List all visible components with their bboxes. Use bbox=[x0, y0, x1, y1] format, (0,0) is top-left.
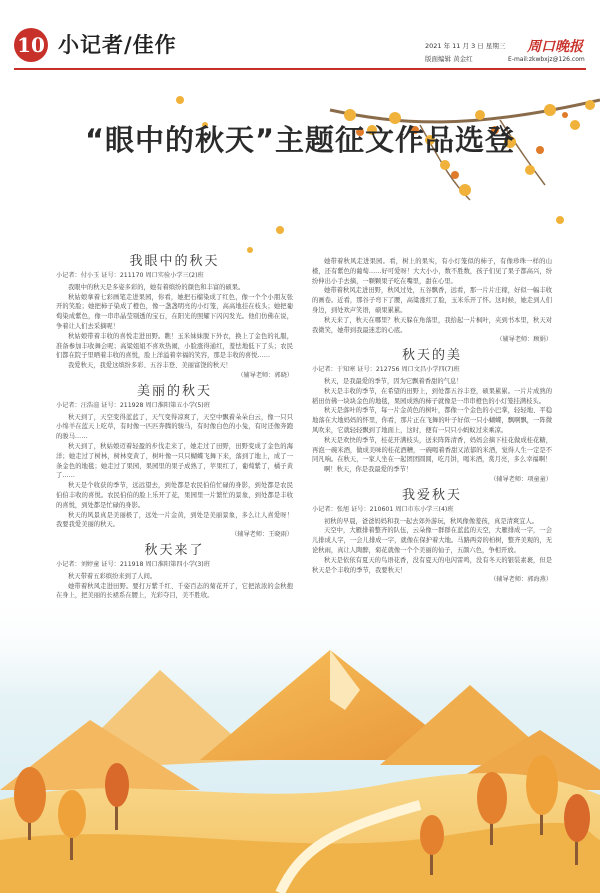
article-title: 秋天来了 bbox=[144, 542, 205, 558]
article-paragraph: 我眼中的秋天是多姿多彩的，她有着缤纷的颜色和丰富的硕果。 bbox=[68, 283, 245, 291]
page-header bbox=[0, 0, 600, 75]
right-column bbox=[312, 257, 552, 585]
main-headline: “眼中的秋天”主题征文作品选登 bbox=[84, 123, 516, 157]
article-paragraph: 秋天，是我最爱的季节，因为它飘着香甜的气息！ bbox=[324, 377, 463, 385]
article-teacher: （辅导老师：郭晓） bbox=[237, 371, 293, 379]
article-paragraph: 天空中，大雁排着整齐的队伍，云朵像一群群在蓝蓝的天空，大雁排成一字，一会儿排成人字，一会儿排成一字，就像在保护着大地。马路两旁的柏树，整齐美观的，无论秋雨，真让人陶醉，菊花就像一个个美丽的仙子，五颜六色，争相开放。 bbox=[312, 527, 552, 554]
article-author: 小记者：付小玉 证号：211170 周口实验小学三(2)班 bbox=[56, 271, 204, 279]
left-column bbox=[56, 254, 293, 601]
article-paragraph: 秋天是落叶的季节，每一片金黄色的树叶，都像一个金色的小巴掌，轻轻地、平稳地落在大地妈妈的怀里，你看，那片正在飞舞的叶子好似一只小蝴蝶，飘啊飘，一阵微风吹来，它就轻轻飘到了地面上，这时，便有一只只小蚂蚁过来乘凉。 bbox=[312, 407, 552, 434]
article-author: 小记者：刘婷童 证号：211918 周口淮阳第四小学(3)班 bbox=[56, 560, 210, 568]
article-title: 我爱秋天 bbox=[401, 487, 462, 503]
article-paragraph: 秋天是丰收的季节，在希望的田野上，到处都五谷丰登，硕果累累。一片片成熟的稻田仿佛一块块金色的地毯，果园成熟的柿子就像是一串串橙色的小灯笼挂满枝头。 bbox=[312, 387, 552, 405]
article-paragraph: 秋天带着五彩缤纷来到了人间。 bbox=[68, 572, 157, 580]
autumn-branch-illustration bbox=[0, 70, 600, 270]
article-paragraph: 秋天的风景真是美丽极了，远处一片金黄，到处是美丽景象，多么让人喜爱呀！我要我爱美丽的秋天。 bbox=[56, 511, 293, 529]
article-paragraph: 秋天来了，秋天在哪里？秋天躲在角落里，我拾起一片枫叶，夹到书本里，秋天对我微笑，她带到我最迷恋的心底。 bbox=[312, 316, 552, 334]
article-paragraph: 秋姑娘拿着七彩画笔走进果园，你看，她把石榴染成了红色，像一个个小朋友张开的笑脸；她把柿子染成了橙色，像一盏盏明亮的小灯笼，高高地挂在枝头；她把葡萄染成紫色，像一串串晶莹剔透的宝石，在阳光的照耀下闪闪发光。他们仿佛在说，争着让人们去采摘呢！ bbox=[56, 293, 293, 330]
article-title: 我眼中的秋天 bbox=[129, 254, 220, 269]
article-paragraph: 秋天到了，天空变得蓝蓝了，天气变得凉爽了，天空中飘着朵朵白云，像一只只小绵羊在蓝天上吃草，有时像一匹匹奔腾的骏马，有时像白色的小兔，有时还像奔跑的骏马…… bbox=[56, 413, 293, 441]
article-title: 美丽的秋天 bbox=[136, 383, 212, 399]
issue-date: 2021 年 11 月 3 日 星期三 bbox=[425, 42, 506, 50]
article-paragraph: 秋天到了，秋姑娘迈着轻盈的步伐走来了，她走过了田野，田野变成了金色的海洋；她走过了树林，树林变黄了，树叶像一只只蝴蝶飞舞下来，落到了地上，成了一条金色的地毯；她走过了果园，果园里的果子成熟了，苹果红了，葡萄紫了，橘子黄了…… bbox=[56, 442, 293, 480]
article-author: 小记者：汪浩渲 证号：211928 周口淮阳第五小学(5)班 bbox=[56, 401, 210, 409]
article-paragraph: 秋天是欢快的季节，桂花开满枝头，送来阵阵清香，妈妈会摘下桂花做成桂花糖，再泡一碗米酒，做成美味的桂花酒糟，一碗喝着香甜又浓郁的米酒，觉得人生一定是不同凡响。在秋天，一家人坐在一起团团圆圆，吃月饼，喝米酒，赏月亮，多么幸福啊！ bbox=[312, 436, 552, 464]
autumn-landscape-illustration bbox=[0, 590, 600, 893]
newspaper-logo: 周口晚报 bbox=[527, 39, 583, 55]
article-paragraph: 她带着秋风走进田野，秋风过处，五谷飘香，远看，那一片片庄稼，好似一幅丰收的画卷。近看，那谷子弯下了腰，高粱涨红了脸，玉米乐开了怀。这时候，她走到人们身边，到处欢声笑语，硕果累累。 bbox=[312, 287, 552, 314]
article-paragraph: 我爱秋天，我爱这缤纷多彩、五谷丰登、美丽富饶的秋天！ bbox=[68, 362, 232, 370]
article-teacher: （辅导老师：郭海燕） bbox=[490, 576, 552, 584]
article-author: 小记者：于知寒 证号：212756 周口文昌小学四(7)班 bbox=[312, 365, 460, 373]
article-paragraph: 她带着秋风走进田野。要打万紫千红、千姿百态的菊花开了，它把浓浓的金秋抱 bbox=[68, 582, 293, 590]
article-teacher: （辅导老师：项童童） bbox=[490, 475, 552, 483]
page-number-badge: 10 bbox=[14, 28, 48, 62]
article-paragraph: 她带着秋风走进果园。看，树上的果实，有小灯笼似的柿子，有像珍珠一样的山楂，还有紫色的葡萄……好可爱呀！大大小小，数不胜数，孩子们见了果子都高兴，纷纷伸出小手去摘，一颗颗果子吃在嘴里，甜在心里。 bbox=[312, 258, 552, 285]
article-paragraph: 啊！秋天，你是我最爱的季节！ bbox=[324, 466, 413, 474]
section-title: 小记者/佳作 bbox=[58, 32, 177, 57]
article-paragraph: 初秋的早晨，爸爸妈妈和我一起去郊外游玩，秋风像像羞孩，真是清爽宜人。 bbox=[324, 517, 539, 525]
article-paragraph: 秋天是依依有夏天的鸟语花香，没有夏天的电闪雷鸣，没有冬天的银装素裹，但是秋天是个丰收的季节，我要秋天！ bbox=[312, 556, 552, 574]
article-title: 秋天的美 bbox=[401, 348, 462, 364]
contact-email: E-mail:zkwbxjz@126.com bbox=[508, 56, 585, 63]
article-teacher: （辅导老师：王晓雨） bbox=[231, 531, 293, 539]
article-teacher: （辅导老师：顾娟） bbox=[496, 336, 552, 344]
article-author: 小记者：张旭 证号：210601 周口市东小学三(4)班 bbox=[312, 505, 454, 513]
article-paragraph: 秋天是个收获的季节，远远望去，到处都是农民伯伯忙碌的身影，到处都是农民伯伯丰收的喜悦。农民伯伯的脸上乐开了花，果园里一片繁忙的景象，到处都是丰收的喜悦，到处都是忙碌的身影。 bbox=[56, 482, 293, 509]
article-paragraph: 秋姑娘带着丰收的喜悦走进田野。瞧！玉米妹妹脱下外衣，换上了金色的礼服，准备参加丰收舞会呢；高粱姐姐不喜欢热闹，小脸涨得通红，羞怯地低下了头；农民们都在院子里晒着丰收的喜悦，脸上洋溢着幸福的笑容，那是丰收的喜悦…… bbox=[56, 332, 293, 360]
page-editor: 版面编辑 黄金红 bbox=[425, 55, 473, 63]
